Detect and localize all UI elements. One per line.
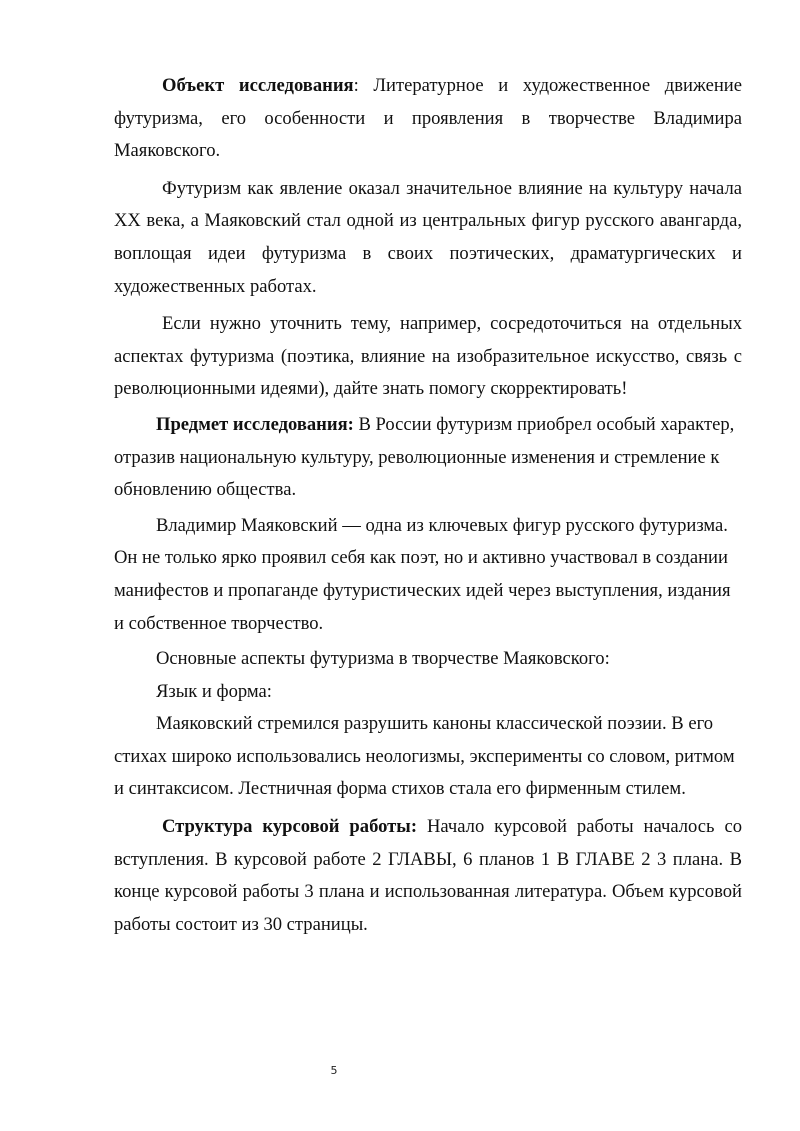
coursework-structure-text: Начало курсовой работы началось со вступления. В курсовой работе 2 ГЛАВЫ, 6 планов 1 В ГЛАВЕ 2 3 плана. В конце курсовой работы 3 плана и использованная литература. Объем курсовой работы состоит из 30 страницы. <box>114 816 743 935</box>
paragraph-canons: Маяковский стремился разрушить каноны классической поэзии. В его стихах широко использовались неологизмы, эксперименты со словом, ритмом и синтаксисом. Лестничная форма стихов стала его фирменным стилем. <box>114 713 735 800</box>
research-object-label: Объект исследования <box>162 75 354 96</box>
research-object-text: : Литературное и художественное движение футуризма, его особенности и проявления в творчестве Владимира Маяковского. <box>114 75 742 162</box>
paragraph-research-subject <box>114 409 742 507</box>
paragraph-aspects-title: Основные аспекты футуризма в творчестве Маяковского: <box>156 648 610 670</box>
paragraph-clarify-topic: Если нужно уточнить тему, например, сосредоточиться на отдельных аспектах футуризма (поэтика, влияние на изобразительное искусство, связь с революционными идеями), дайте знать помогу скорректировать! <box>114 313 742 400</box>
page-number: 5 <box>330 1064 338 1077</box>
research-subject-label: Предмет исследования: <box>156 413 354 435</box>
paragraph-language-form: Язык и форма: <box>156 680 272 702</box>
paragraph-research-object <box>114 70 742 168</box>
research-subject-text: В России футуризм приобрел особый характер, отразив национальную культуру, революционные изменения и стремление к обновлению общества. <box>114 413 735 501</box>
coursework-structure-label: Структура курсовой работы: <box>162 816 418 838</box>
paragraph-coursework-structure <box>114 811 742 941</box>
paragraph-mayakovsky: Владимир Маяковский — одна из ключевых фигур русского футуризма. Он не только ярко проявил себя как поэт, но и активно участвовал в создании манифестов и пропаганде футуристических идей через выступления, издания и собственное творчество. <box>114 514 731 634</box>
paragraph-futurism-influence: Футуризм как явление оказал значительное влияние на культуру начала XX века, а Маяковский стал одной из центральных фигур русского авангарда, воплощая идеи футуризма в своих поэтических, драматургических и художественных работах. <box>114 177 742 297</box>
document-page <box>114 70 742 941</box>
